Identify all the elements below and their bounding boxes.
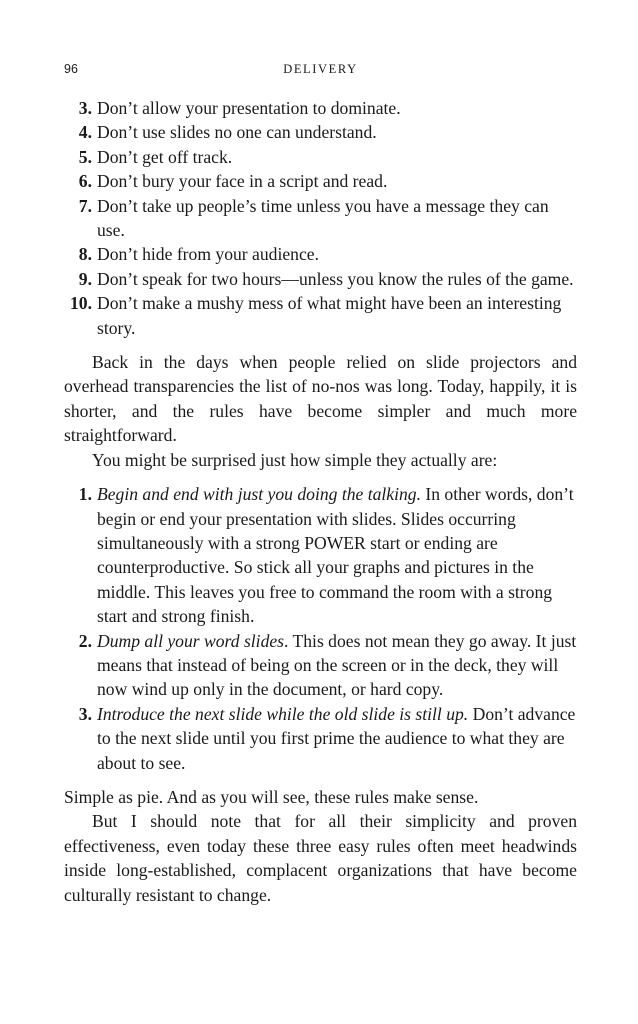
list-item	[64, 482, 577, 628]
list-number: 8.	[78, 244, 92, 265]
list-item	[64, 145, 577, 169]
list-item	[64, 291, 577, 340]
rule-text: . This does not mean they go away. It just means that instead of being on the screen or in the deck, they will now wind up only in the document, or hard copy.	[97, 630, 577, 700]
list-text	[92, 482, 577, 628]
list-number: 2.	[78, 630, 92, 651]
paragraph: Simple as pie. And as you will see, these rules make sense.	[64, 786, 479, 807]
list-number: 4.	[78, 122, 92, 143]
list-text: Don’t get off track.	[97, 146, 233, 167]
list-text: Don’t speak for two hours—unless you know the rules of the game.	[97, 268, 574, 289]
list-text: Don’t make a mushy mess of what might have been an interesting story.	[97, 293, 562, 338]
page-body	[64, 96, 577, 907]
list-item	[64, 96, 577, 120]
list-text	[92, 629, 577, 702]
rule-title: Begin and end with just you doing the talking.	[97, 484, 421, 505]
list-number: 6.	[78, 171, 92, 192]
list-item	[64, 194, 577, 243]
list-text: Don’t hide from your audience.	[97, 244, 319, 265]
page-header	[64, 62, 577, 80]
list-number: 10.	[70, 293, 92, 314]
rule-text: Don’t advance to the next slide until you first prime the audience to what they are about to see.	[97, 703, 576, 773]
list-text	[92, 702, 577, 775]
list-item	[64, 169, 577, 193]
page-number: 96	[64, 62, 78, 76]
list-number: 9.	[78, 268, 92, 289]
paragraph: You might be surprised just how simple they actually are:	[92, 449, 498, 470]
list-item	[64, 629, 577, 702]
rule-title: Dump all your word slides	[97, 630, 285, 651]
list-text: Don’t bury your face in a script and read.	[97, 171, 388, 192]
rule-text: In other words, don’t begin or end your presentation with slides. Slides occurring simultaneously with a strong POWER start or ending are counterproductive. So stick all your graphs and pictures in the middle. This leaves you free to command the room with a strong start and strong finish.	[97, 484, 574, 627]
list-number: 1.	[78, 484, 92, 505]
list-item	[64, 702, 577, 775]
list-text: Don’t use slides no one can understand.	[97, 122, 377, 143]
list-text: Don’t take up people’s time unless you have a message they can use.	[97, 195, 549, 241]
list-item	[64, 242, 577, 266]
list-number: 3.	[78, 98, 92, 118]
donts-list	[64, 96, 577, 340]
paragraph: Back in the days when people relied on slide projectors and overhead transparencies the list of no-nos was long. Today, happily, it is shorter, and the rules have become simpler and much more straightforward.	[64, 352, 577, 446]
list-number: 7.	[78, 195, 92, 216]
list-item	[64, 120, 577, 144]
paragraph: But I should note that for all their simplicity and proven effectiveness, even today these three easy rules often meet headwinds inside long-established, complacent organizations that have become culturally resistant to change.	[64, 811, 577, 905]
running-head: DELIVERY	[283, 62, 358, 76]
list-number: 5.	[78, 146, 92, 167]
rule-title: Introduce the next slide while the old slide is still up.	[97, 703, 469, 724]
list-number: 3.	[78, 703, 92, 724]
list-item	[64, 267, 577, 291]
list-text: Don’t allow your presentation to dominate.	[97, 98, 401, 118]
rules-list	[64, 482, 577, 775]
